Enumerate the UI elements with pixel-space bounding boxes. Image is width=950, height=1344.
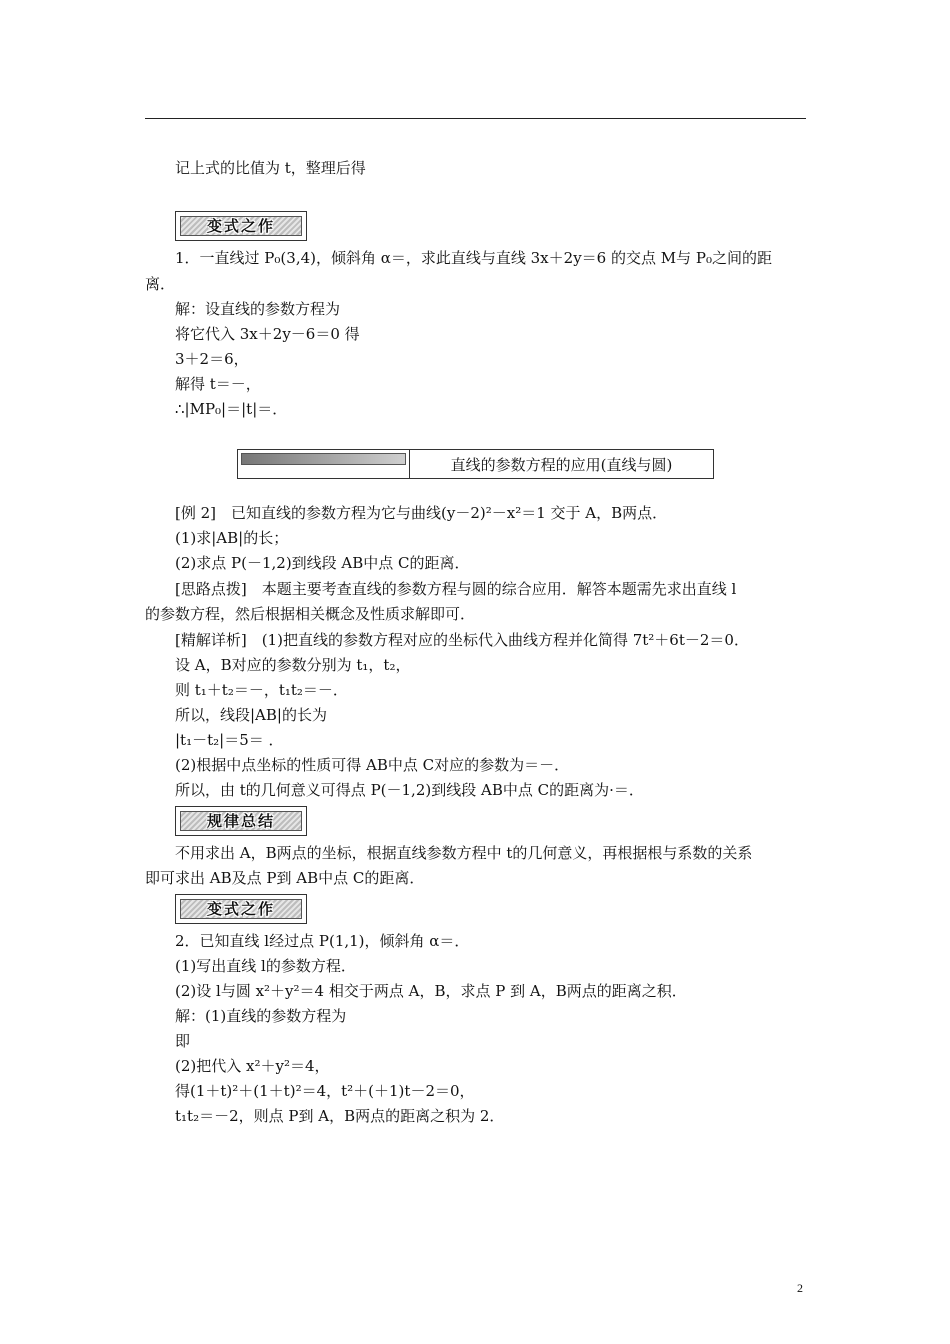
text-line: (2)根据中点坐标的性质可得 AB中点 C对应的参数为＝－． [175,756,570,774]
text-line: 不用求出 A，B两点的坐标，根据直线参数方程中 t的几何意义，再根据根与系数的关系 [175,844,753,862]
topic-title: 直线的参数方程的应用(直线与圆) [450,456,673,474]
text-line: 解得 t＝－， [175,375,261,393]
section-label-summary [175,806,307,836]
header-rule [145,118,806,119]
section-label-variant [175,894,307,924]
topic-tag [241,453,406,465]
section-label-text: 变式之作 [206,900,275,918]
text-line: 记上式的比值为 t，整理后得 [175,159,366,177]
text-line: [例 2] 已知直线的参数方程为它与曲线(y－2)²－x²＝1 交于 A，B两点． [175,504,668,522]
text-line: (2)求点 P(－1,2)到线段 AB中点 C的距离． [175,554,470,572]
section-label-variant [175,211,307,241]
text-line: (2)设 l与圆 x²＋y²＝4 相交于两点 A，B，求点 P 到 A，B两点的距离之积． [175,982,687,1000]
text-line: 即 [175,1032,191,1050]
text-line: 即可求出 AB及点 P到 AB中点 C的距离． [145,869,425,887]
text-line: 3＋2＝6， [175,350,249,368]
text-line: 1．一直线过 P₀(3,4)，倾斜角 α＝，求此直线与直线 3x＋2y＝6 的交点 M与 P₀之间的距 [175,249,772,267]
topic-banner [237,449,714,479]
text-line: (2)把代入 x²＋y²＝4， [175,1057,330,1075]
text-line: (1)求|AB|的长； [175,529,289,547]
text-line: 设 A，B对应的参数分别为 t₁，t₂， [175,656,411,674]
text-line: 的参数方程，然后根据相关概念及性质求解即可． [145,605,476,623]
text-line: (1)写出直线 l的参数方程． [175,957,356,975]
text-line: 2．已知直线 l经过点 P(1,1)，倾斜角 α＝． [175,932,470,950]
section-label-text: 变式之作 [206,217,275,235]
page-number: 2 [797,1281,803,1295]
text-line: 则 t₁＋t₂＝－，t₁t₂＝－． [175,681,348,699]
text-line: 解：(1)直线的参数方程为 [175,1007,347,1025]
section-label-text: 规律总结 [206,812,275,830]
text-line: [思路点拨] 本题主要考查直线的参数方程与圆的综合应用．解答本题需先求出直线 l [175,580,737,598]
text-line: |t₁－t₂|＝5＝ ． [175,731,284,749]
text-line: 得(1＋t)²＋(1＋t)²＝4，t²＋(＋1)t－2＝0， [175,1082,475,1100]
text-line: [精解详析] (1)把直线的参数方程对应的坐标代入曲线方程并化简得 7t²＋6t－2＝0． [175,631,749,649]
text-line: 离． [145,275,176,293]
text-line: 所以，由 t的几何意义可得点 P(－1,2)到线段 AB中点 C的距离为·＝． [175,781,644,799]
text-line: ∴|MP₀|＝|t|＝． [175,400,288,418]
text-line: t₁t₂＝－2，则点 P到 A，B两点的距离之积为 2． [175,1107,505,1125]
text-line: 将它代入 3x＋2y－6＝0 得 [175,325,360,343]
text-line: 解：设直线的参数方程为 [175,300,341,318]
text-line: 所以，线段|AB|的长为 [175,706,327,724]
